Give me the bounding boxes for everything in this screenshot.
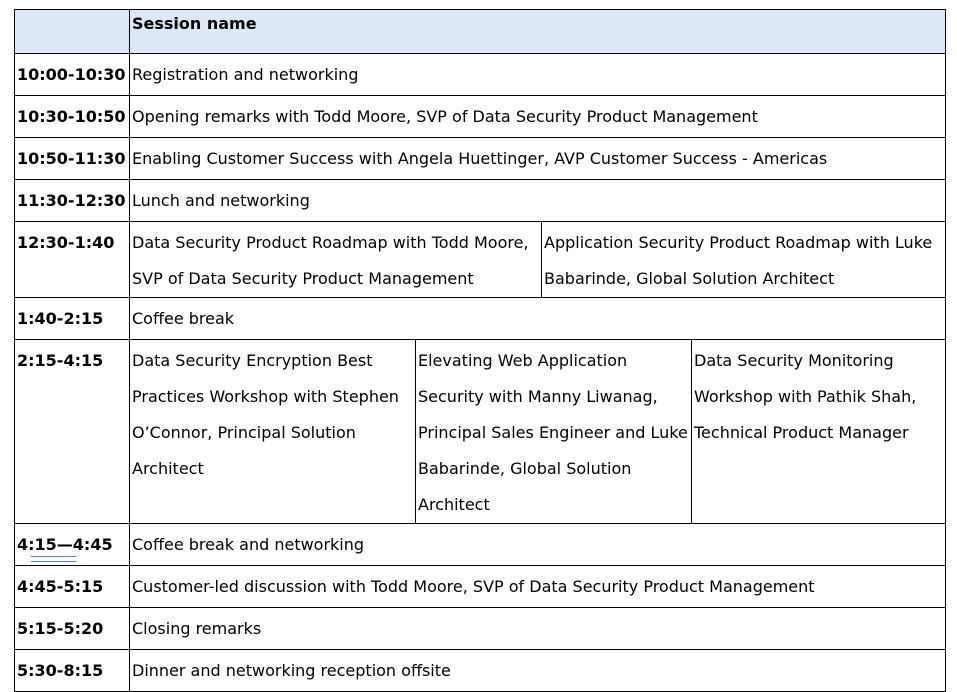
table-row — [15, 54, 946, 96]
schedule-table — [14, 9, 946, 692]
session-track-b-cell: Elevating Web Application Security with Manny Liwanag, Principal Sales Engineer and Luke Babarinde, Global Solution Architect — [416, 340, 692, 524]
table-row — [15, 566, 946, 608]
table-row — [15, 180, 946, 222]
time-cell: 10:30-10:50 — [15, 96, 130, 138]
time-cell: 12:30-1:40 — [15, 222, 130, 298]
session-cell: Registration and networking — [130, 54, 946, 96]
time-cell: 11:30-12:30 — [15, 180, 130, 222]
session-cell: Customer-led discussion with Todd Moore, SVP of Data Security Product Management — [130, 566, 946, 608]
time-text: 4:15—4:45 — [17, 535, 113, 554]
table-row — [15, 96, 946, 138]
table-row — [15, 650, 946, 692]
session-cell: Coffee break and networking — [130, 524, 946, 566]
table-header-row — [15, 10, 946, 54]
time-cell: 1:40-2:15 — [15, 298, 130, 340]
table-row — [15, 608, 946, 650]
time-cell: 10:00-10:30 — [15, 54, 130, 96]
session-cell: Closing remarks — [130, 608, 946, 650]
table-row — [15, 524, 946, 566]
session-track-c-cell: Data Security Monitoring Workshop with Pathik Shah, Technical Product Manager — [692, 340, 946, 524]
table-row — [15, 298, 946, 340]
time-cell: 4:45-5:15 — [15, 566, 130, 608]
table-row-split-2 — [15, 222, 946, 298]
table-row — [15, 138, 946, 180]
session-cell: Enabling Customer Success with Angela Huettinger, AVP Customer Success - Americas — [130, 138, 946, 180]
session-cell: Coffee break — [130, 298, 946, 340]
session-cell: Dinner and networking reception offsite — [130, 650, 946, 692]
session-track-a-cell: Data Security Product Roadmap with Todd Moore, SVP of Data Security Product Management — [130, 222, 542, 298]
double-underline-mark — [31, 556, 76, 562]
table-row-split-3 — [15, 340, 946, 524]
session-track-a-cell: Data Security Encryption Best Practices Workshop with Stephen O’Connor, Principal Solution Architect — [130, 340, 416, 524]
time-header-cell — [15, 10, 130, 54]
time-cell: 5:15-5:20 — [15, 608, 130, 650]
session-name-header: Session name — [130, 10, 946, 54]
time-cell: 5:30-8:15 — [15, 650, 130, 692]
session-track-b-cell: Application Security Product Roadmap with Luke Babarinde, Global Solution Architect — [542, 222, 946, 298]
session-cell: Lunch and networking — [130, 180, 946, 222]
time-cell: 2:15-4:15 — [15, 340, 130, 524]
session-cell: Opening remarks with Todd Moore, SVP of Data Security Product Management — [130, 96, 946, 138]
time-cell: 10:50-11:30 — [15, 138, 130, 180]
time-cell-underlined — [15, 524, 130, 566]
